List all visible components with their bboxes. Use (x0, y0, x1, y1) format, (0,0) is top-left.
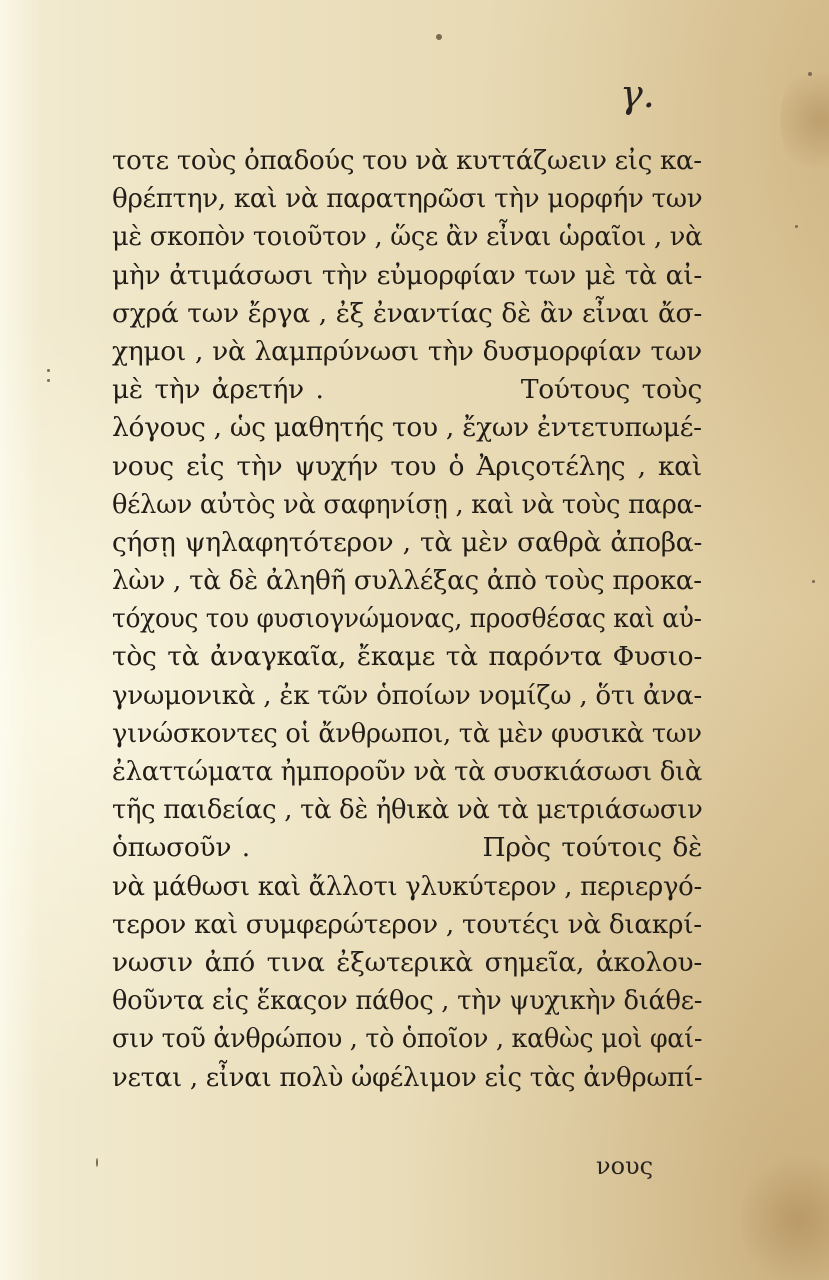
paper-stain (780, 60, 829, 180)
text-line: τοτε τοὺς ὀπαδούς του νὰ κυττάζωειν εἰς κα- (112, 145, 702, 176)
page-edge-light (0, 0, 40, 1280)
text-line: ὁπωσοῦν . Πρὸς τούτοις δὲ (112, 832, 702, 864)
paper-speck (812, 580, 815, 583)
paper-stain (740, 1150, 829, 1280)
text-line: γινώσκοντες οἱ ἄνθρωποι, τὰ μὲν φυσικὰ των (112, 717, 702, 749)
text-line: σχρά των ἔργα , ἐξ ἐναντίας δὲ ἂν εἶναι ἄσ- (112, 297, 702, 329)
text-line: νωσιν ἀπό τινα ἐξωτερικὰ σημεῖα, ἀκολου- (112, 946, 702, 978)
text-line: σιν τοῦ ἀνθρώπου , τὸ ὁποῖον , καθὼς μοὶ φαί- (112, 1023, 703, 1055)
text-line: μὴν ἀτιμάσωσι τὴν εὐμορφίαν των μὲ τὰ αἰ- (112, 259, 702, 291)
text-line: θρέπτην, καὶ νὰ παρατηρῶσι τὴν μορφήν των (112, 183, 703, 215)
text-line: γνωμονικὰ , ἐκ τῶν ὁποίων νομίζω , ὅτι ἀνα- (112, 679, 702, 711)
text-line: τόχους του φυσιογνώμονας, προσθέσας καὶ αὐ- (112, 603, 702, 635)
paper-speck (47, 369, 50, 372)
text-line: θέλων αὐτὸς νὰ σαφηνίσῃ , καὶ νὰ τοὺς παρα- (112, 488, 702, 520)
paper-speck (795, 225, 798, 228)
text-line: τερον καὶ συμφερώτερον , τουτέςι νὰ διακρί- (112, 908, 702, 940)
text-line: νους εἰς τὴν ψυχήν του ὁ Ἀριςοτέλης , καὶ (112, 450, 702, 482)
text-line: θοῦντα εἰς ἕκαςον πάθος , τὴν ψυχικὴν διάθε- (112, 985, 703, 1017)
text-line: τὸς τὰ ἀναγκαῖα, ἔκαμε τὰ παρόντα Φυσιο- (112, 641, 702, 673)
catchword: νους (596, 1152, 654, 1180)
paper-speck (436, 34, 442, 40)
text-line: νὰ μάθωσι καὶ ἄλλοτι γλυκύτερον , περιεργό- (112, 870, 702, 902)
text-line: ἐλαττώματα ἠμποροῦν νὰ τὰ συσκιάσωσι διὰ (112, 756, 703, 787)
body-text (112, 142, 702, 1097)
paper-speck (808, 72, 812, 76)
text-line: τῆς παιδείας , τὰ δὲ ἠθικὰ νὰ τὰ μετριάσωσιν (112, 794, 703, 826)
text-line: μὲ τὴν ἀρετήν . Τούτους τοὺς (112, 374, 702, 406)
paper-speck (96, 1158, 98, 1167)
text-line: λὼν , τὰ δὲ ἀληθῆ συλλέξας ἀπὸ τοὺς προκα- (112, 565, 702, 597)
text-line: μὲ σκοπὸν τοιοῦτον , ὥςε ἂν εἶναι ὡραῖοι , νὰ (112, 221, 703, 253)
text-line: νεται , εἶναι πολὺ ὠφέλιμον εἰς τὰς ἀνθρωπί- (112, 1061, 703, 1093)
text-line: λόγους , ὡς μαθητής του , ἔχων ἐντετυπωμέ- (112, 412, 702, 444)
text-line: χημοι , νὰ λαμπρύνωσι τὴν δυσμορφίαν των (112, 335, 702, 367)
text-line: ςήσῃ ψηλαφητότερον , τὰ μὲν σαθρὰ ἀποβα- (112, 526, 702, 558)
paper-speck (47, 379, 50, 382)
page-number: γ. (620, 72, 655, 116)
